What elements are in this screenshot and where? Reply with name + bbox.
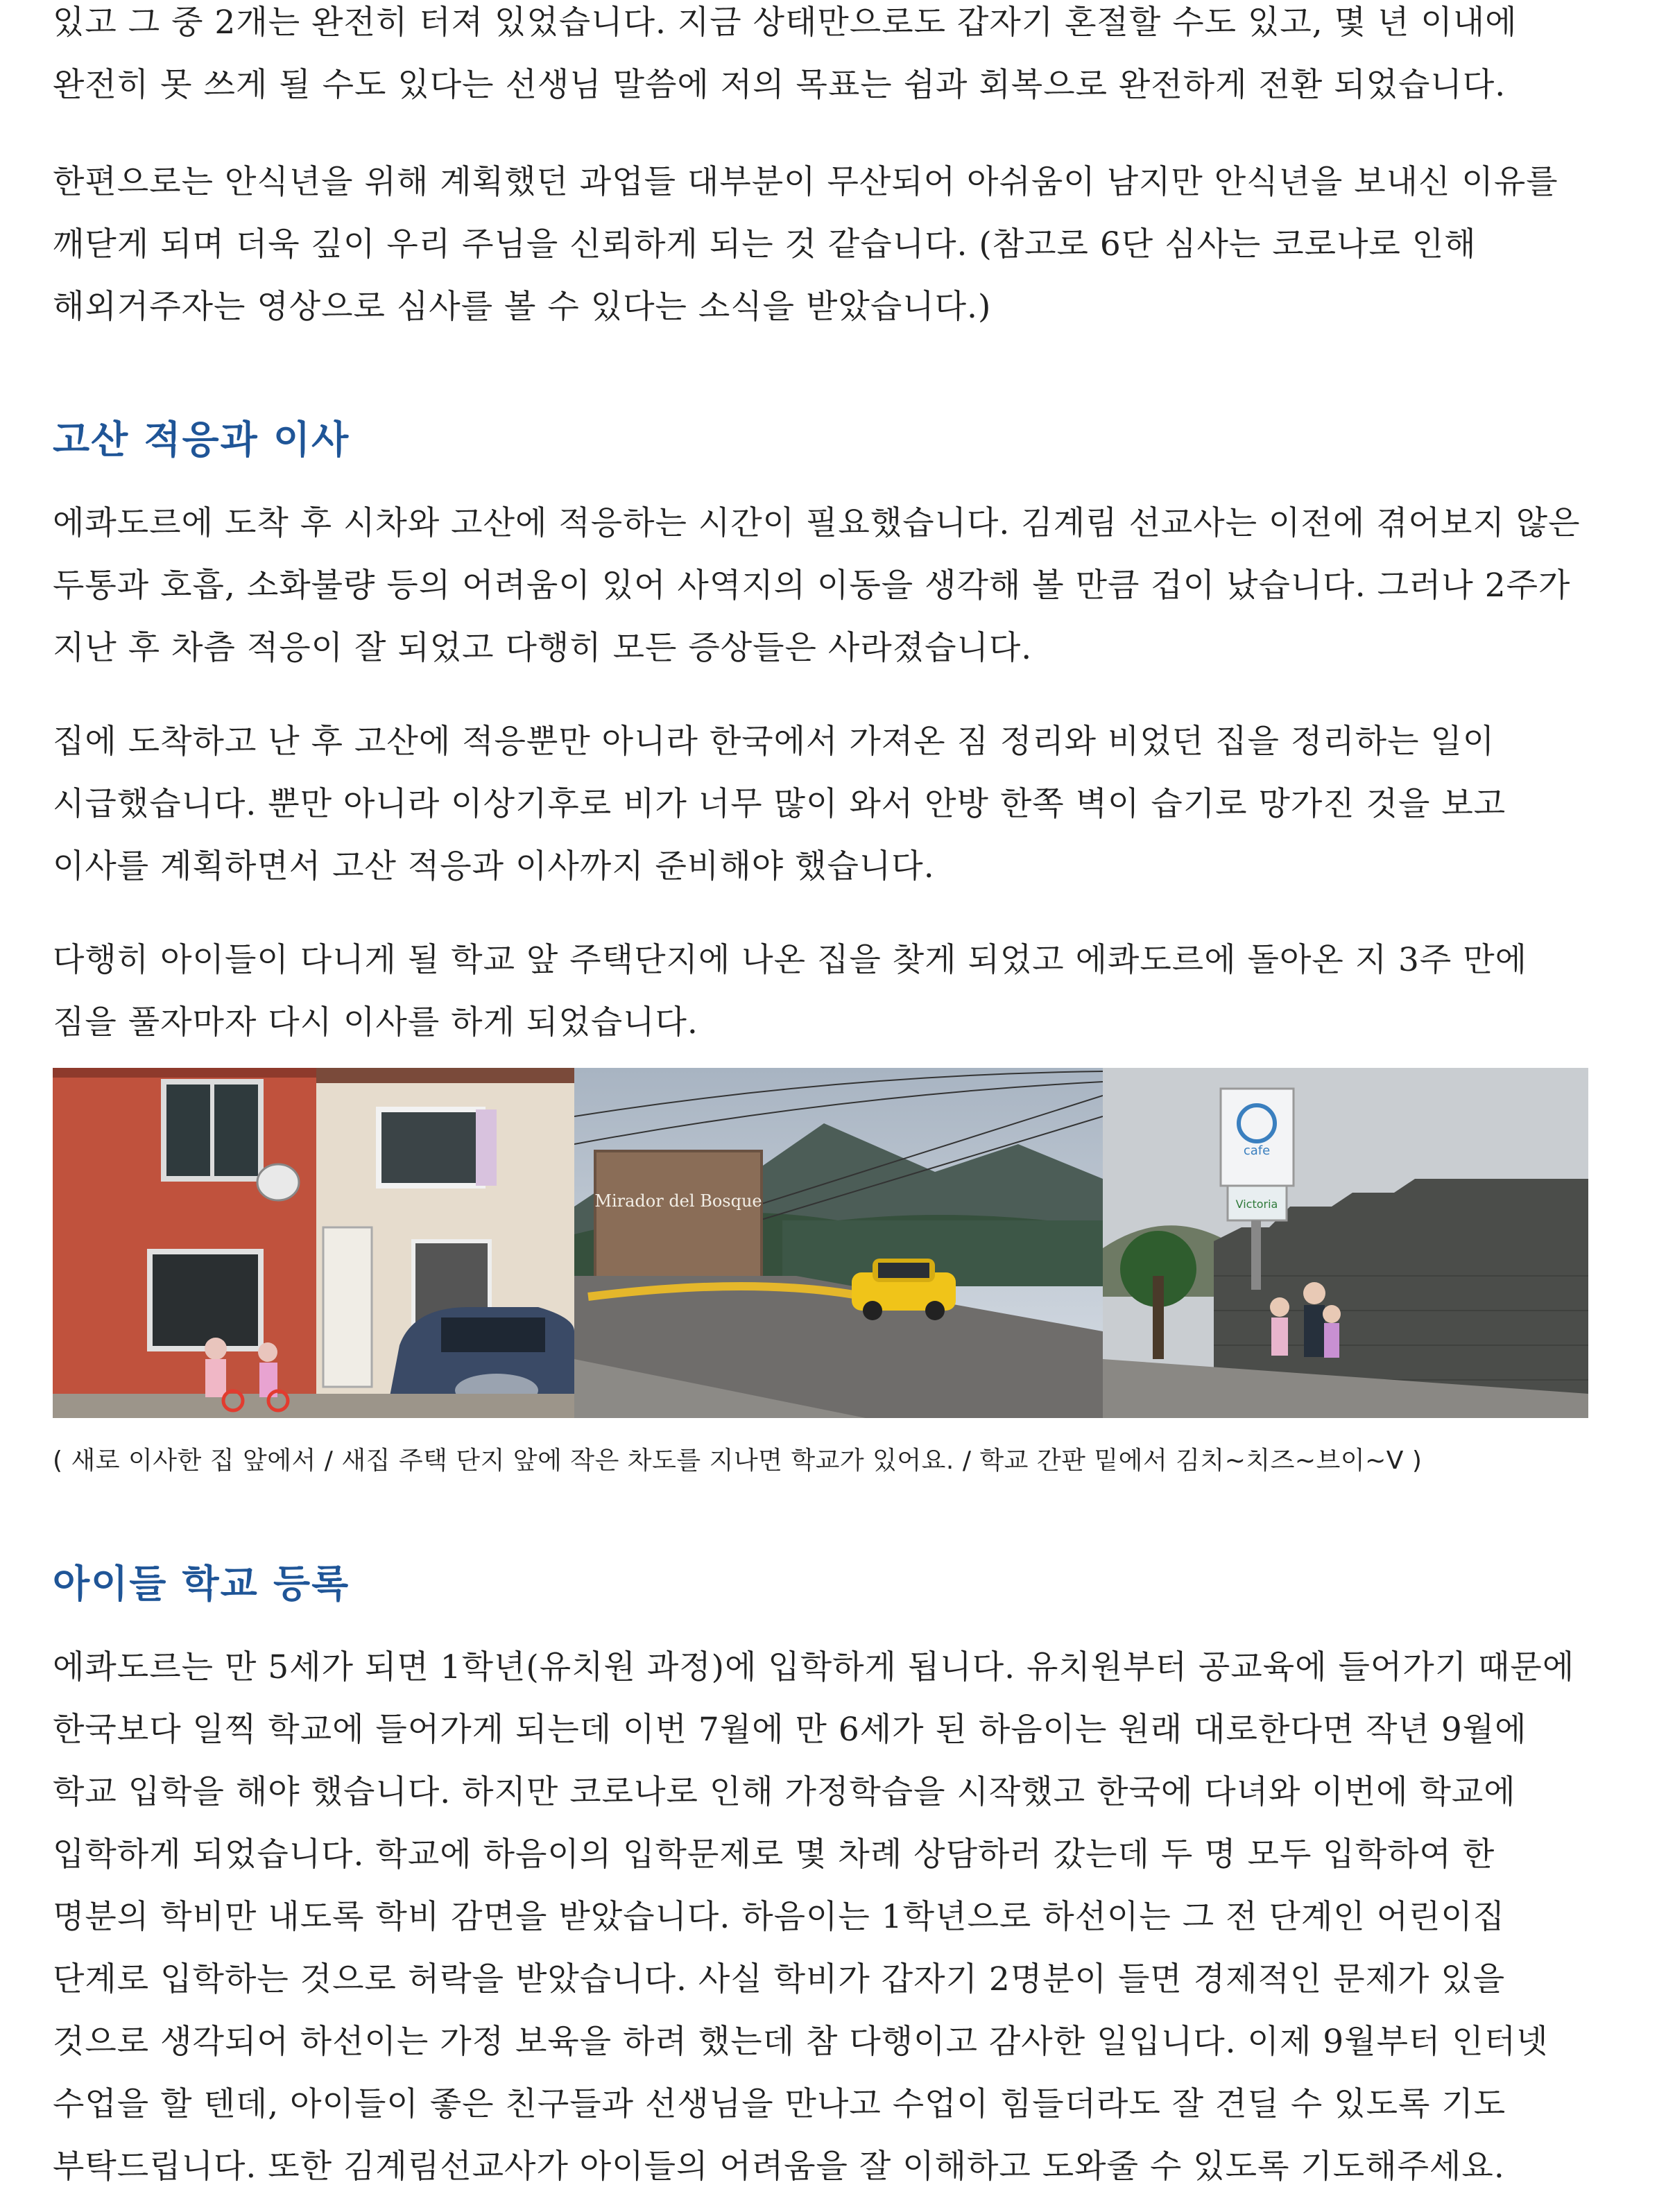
photo-strip <box>53 1068 1588 1418</box>
entrance-sign-text: Mirador del Bosque <box>594 1191 762 1211</box>
section-heading-moving: 고산 적응과 이사 <box>53 417 350 462</box>
house-photo <box>53 1068 574 1418</box>
intro-paragraph-2: 한편으로는 안식년을 위해 계획했던 과업들 대부분이 무산되어 아쉬움이 남지만 안식년을 보내신 이유를 깨닫게 되며 더욱 깊이 우리 주님을 신뢰하게 되는 것 같습니다. (참고로 6단 심사는 코로나로 인해 해외거주자는 영상으로 심사를 볼 수 있다는 소식을 받았습니다.) <box>53 163 1558 326</box>
school-sign-photo-drawing <box>1103 1068 1588 1418</box>
school-paragraph: 에콰도르는 만 5세가 되면 1학년(유치원 과정)에 입학하게 됩니다. 유치원부터 공교육에 들어가기 때문에 한국보다 일찍 학교에 들어가게 되는데 이번 7월에 만 6세가 된 하음이는 원래 대로한다면 작년 9월에 학교 입학을 해야 했습니다. 하지만 코로나로 인해 가정학습을 시작했고 한국에 다녀와 이번에 학교에 입학하게 되었습니다. 학교에 하음이의 입학문제로 몇 차례 상담하러 갔는데 두 명 모두 입학하여 한 명분의 학비만 내도록 학비 감면을 받았습니다. 하음이는 1학년으로 하선이는 그 전 단계인 어린이집 단계로 입학하는 것으로 허락을 받았습니다. 사실 학비가 갑자기 2명분이 들면 경제적인 문제가 있을 것으로 생각되어 하선이는 가정 보육을 하려 했는데 참 다행이고 감사한 일입니다. 이제 9월부터 인터넷 수업을 할 텐데, 아이들이 좋은 친구들과 선생님을 만나고 수업이 힘들더라도 잘 견딜 수 있도록 기도 부탁드립니다. 또한 김계림선교사가 아이들의 어려움을 잘 이해하고 도와줄 수 있도록 기도해주세요. <box>53 1648 1575 2186</box>
intro-paragraph-1: 있고 그 중 2개는 완전히 터져 있었습니다. 지금 상태만으로도 갑자기 혼절할 수도 있고, 몇 년 이내에 완전히 못 쓰게 될 수도 있다는 선생님 말씀에 저의 목표는 쉼과 회복으로 완전하게 전환 되었습니다. <box>53 3 1518 104</box>
victoria-sign-text: Victoria <box>1235 1198 1278 1211</box>
section-heading-school: 아이들 학교 등록 <box>53 1562 350 1606</box>
street-photo <box>574 1068 1103 1418</box>
house-photo-drawing <box>53 1068 574 1418</box>
moving-paragraph-2: 집에 도착하고 난 후 고산에 적응뿐만 아니라 한국에서 가져온 짐 정리와 비었던 집을 정리하는 일이 시급했습니다. 뿐만 아니라 이상기후로 비가 너무 많이 와서 안방 한쪽 벽이 습기로 망가진 것을 보고 이사를 계획하면서 고산 적응과 이사까지 준비해야 했습니다. <box>53 723 1506 885</box>
photo-caption: ( 새로 이사한 집 앞에서 / 새집 주택 단지 앞에 작은 차도를 지나면 학교가 있어요. / 학교 간판 밑에서 김치~치즈~브이~V ) <box>53 1446 1423 1475</box>
school-sign-photo <box>1103 1068 1588 1418</box>
moving-paragraph-3: 다행히 아이들이 다니게 될 학교 앞 주택단지에 나온 집을 찾게 되었고 에콰도르에 돌아온 지 3주 만에 짐을 풀자마자 다시 이사를 하게 되었습니다. <box>53 941 1528 1042</box>
moving-paragraph-1: 에콰도르에 도착 후 시차와 고산에 적응하는 시간이 필요했습니다. 김계림 선교사는 이전에 겪어보지 않은 두통과 호흡, 소화불량 등의 어려움이 있어 사역지의 이동을 생각해 볼 만큼 겁이 났습니다. 그러나 2주가 지난 후 차츰 적응이 잘 되었고 다행히 모든 증상들은 사라졌습니다. <box>53 504 1581 667</box>
street-photo-drawing <box>574 1068 1103 1418</box>
cafe-sign-text: cafe <box>1243 1143 1271 1158</box>
